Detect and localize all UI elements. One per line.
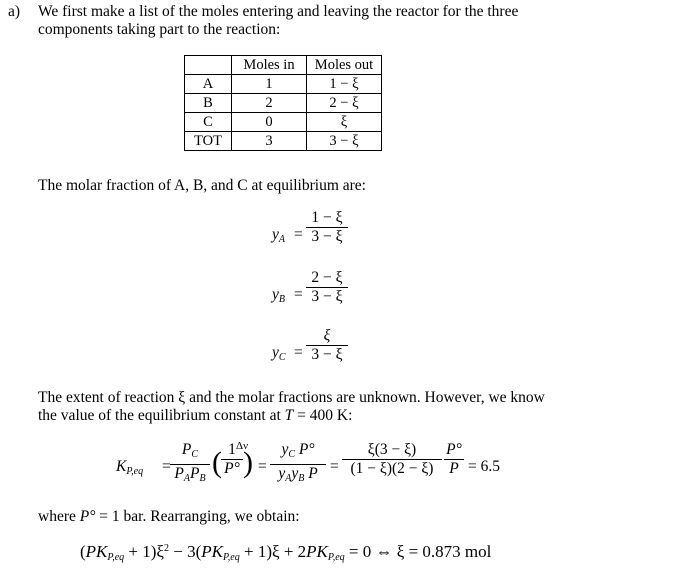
extent-fraction — [342, 442, 442, 477]
equals-sign: = — [294, 344, 303, 361]
extent-line-1: The extent of reaction ξ and the molar fractions are unknown. However, we know — [38, 389, 545, 406]
left-paren: ( — [212, 446, 222, 479]
yb-numerator: 2 − ξ — [311, 269, 343, 286]
yb-fraction — [306, 270, 348, 305]
table-cell: 3 — [232, 132, 307, 151]
p-denominator: P — [449, 460, 459, 477]
table-cell: 3 − ξ — [307, 132, 382, 151]
item-label: a) — [8, 3, 21, 20]
kp-result: = 6.5 — [468, 458, 500, 475]
yc-p-numerator: $y_C$ P° — [281, 441, 315, 460]
table-cell: 2 — [232, 94, 307, 113]
kp-lhs: $K_{P,eq}$ — [116, 458, 144, 477]
table-cell: ξ — [307, 113, 382, 132]
yc-numerator: ξ — [323, 327, 331, 344]
table-header-row — [185, 56, 382, 75]
table-cell: TOT — [185, 132, 232, 151]
ya-fraction — [306, 210, 348, 245]
ya-lhs: $y_A$ — [272, 226, 285, 245]
table-header-cell: Moles out — [307, 56, 382, 75]
table-cell: A — [185, 75, 232, 94]
yayb-p-denominator: $y_Ay_B$ P — [278, 465, 318, 484]
ya-numerator: 1 − ξ — [311, 209, 343, 226]
equals-sign: = — [258, 458, 267, 475]
equals-sign: = — [330, 458, 339, 475]
molar-fraction-ratio — [270, 442, 326, 487]
yb-lhs: $y_B$ — [272, 286, 285, 305]
table-cell: 1 − ξ — [307, 75, 382, 94]
p-ratio-fraction — [444, 442, 464, 477]
moles-table — [184, 55, 382, 151]
intro-line-2: components taking part to the reaction: — [38, 21, 281, 38]
table-cell: 0 — [232, 113, 307, 132]
molar-fraction-text: The molar fraction of A, B, and C at equilibrium are: — [38, 177, 366, 194]
table-cell: 2 − ξ — [307, 94, 382, 113]
table-cell: 1 — [232, 75, 307, 94]
pressure-numerator: $P_C$ — [181, 441, 199, 460]
p-standard-numerator: P° — [446, 441, 462, 458]
table-row — [185, 94, 382, 113]
yc-denominator: 3 − ξ — [311, 346, 343, 363]
table-header-cell — [185, 56, 232, 75]
table-row — [185, 132, 382, 151]
intro-line-1: We first make a list of the moles entering and leaving the reactor for the three — [38, 3, 519, 20]
where-text: where P° = 1 bar. Rearranging, we obtain: — [38, 508, 300, 525]
p-standard-denominator: P° — [224, 460, 240, 477]
yc-fraction — [306, 328, 348, 363]
table-header-cell: Moles in — [232, 56, 307, 75]
extent-denominator: (1 − ξ)(2 − ξ) — [350, 460, 434, 477]
extent-line-2: the value of the equilibrium constant at T = 400 K: — [38, 407, 353, 424]
extent-numerator: ξ(3 − ξ) — [367, 441, 417, 458]
equals-sign: = — [294, 226, 303, 243]
yb-denominator: 3 − ξ — [311, 288, 343, 305]
ya-denominator: 3 − ξ — [311, 228, 343, 245]
right-paren: ) — [243, 446, 253, 479]
table-cell: B — [185, 94, 232, 113]
yc-lhs: $y_C$ — [272, 344, 286, 363]
table-row — [185, 113, 382, 132]
pressure-denominator: $P_AP_B$ — [174, 465, 206, 484]
one-numerator: 1 — [228, 441, 236, 458]
equals-sign: = — [294, 286, 303, 303]
table-row — [185, 75, 382, 94]
table-cell: C — [185, 113, 232, 132]
delta-nu-exponent: Δν — [236, 440, 249, 452]
pressure-fraction — [170, 442, 210, 487]
final-equation: $(PK_{P,eq} + 1)\xi^2 - 3(PK_{P,eq} + 1)\xi + 2PK_{P,eq} = 0$ ⇔ ξ = 0.873 mol — [80, 542, 492, 563]
equals-sign: = — [162, 458, 171, 475]
